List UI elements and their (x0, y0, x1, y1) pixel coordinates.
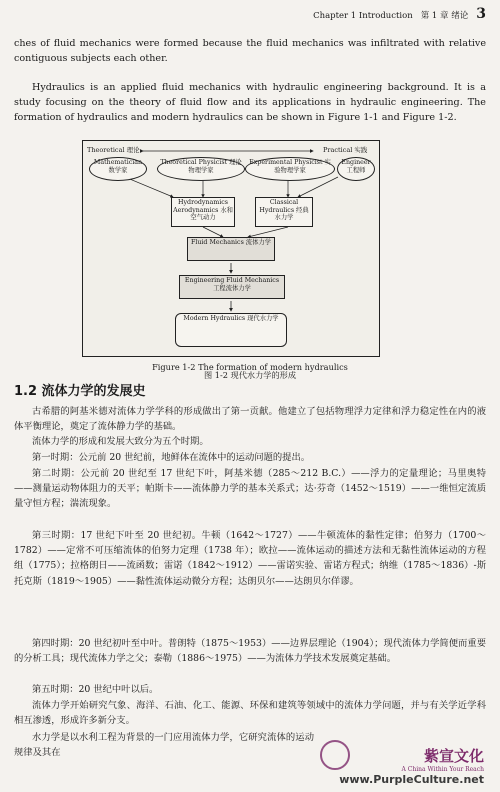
header-chapter: Chapter 1 Introduction (313, 11, 413, 21)
cn-para-8: 流体力学开始研究气象、海洋、石油、化工、能源、环保和建筑等领域中的流体力学问题，并与有关学近学科相互渗透，形成许多新分支。 (14, 700, 486, 727)
node-engineer: Engineer 工程师 (337, 157, 375, 181)
caption-cn: 图 1-2 现代水力学的形成 (203, 370, 297, 380)
section-title: 1.2 流体力学的发展史 (14, 384, 146, 399)
paragraph-1: ches of fluid mechanics were formed because the fluid mechanics was infiltrated with relative contiguous subjects each other. (14, 38, 486, 64)
watermark (339, 745, 484, 786)
node-modern-hydraulics: Modern Hydraulics 现代水力学 (175, 313, 287, 347)
node-mathematician: Mathematician 数学家 (89, 157, 147, 181)
node-engineering-fluid-mechanics: Engineering Fluid Mechanics 工程流体力学 (179, 275, 285, 299)
cn-para-5: 第三时期：17 世纪下叶至 20 世纪初。牛顿（1642～1727）——牛顿流体的黏性定律；伯努力（1700～1782）——定常不可压缩流体的伯努力定理（1738 年）；欧拉——流体运动的描述方法和无黏性流体运动的方程组（1775）；拉格朗日——流函数；雷诺（1842～1912）——雷诺实验、雷诺方程式；纳维（1785～1836）-斯托克斯（1819～1905）——黏性流体运动微分方程；达朗贝尔——达朗贝尔佯谬。 (14, 530, 486, 587)
cn-para-3: 第一时期：公元前 20 世纪前，地鲜体在流体中的运动问题的提出。 (32, 452, 311, 463)
cn-para-6: 第四时期：20 世纪初叶至中叶。普朗特（1875～1953）——边界层理论（1904）；现代流体力学简便而重要的分析工具；现代流体力学之父；泰勒（1886～1975）——为流体力学技术发展奠定基础。 (14, 638, 486, 665)
cn-para-4: 第二时期：公元前 20 世纪至 17 世纪下叶，阿基米德（285～212 B.C.）——浮力的定量理论；马里奥特——测量运动物体阻力的天平；帕斯卡——流体静力学的基本关系式；达·芬奇（1452～1519）——一维恒定流质量守恒方程；湍流现象。 (14, 468, 486, 510)
cn-para-2: 流体力学的形成和发展大致分为五个时期。 (32, 436, 209, 447)
node-classical-hydraulics: Classical Hydraulics 经典水力学 (255, 197, 313, 227)
arrow-math (125, 177, 173, 197)
watermark-url: www.PurpleCulture.net (339, 773, 484, 786)
watermark-title: 紫宣文化 (423, 747, 484, 765)
cn-para-7: 第五时期：20 世纪中叶以后。 (32, 684, 159, 695)
running-header (313, 6, 486, 22)
figure-1-2-diagram (82, 140, 380, 357)
node-theoretical-physicist: Theoretical Physicist 理论物理学家 (157, 157, 245, 181)
label-theoretical: Theoretical 理论 (87, 146, 140, 154)
cn-para-9: 水力学是以水利工程为背景的一门应用流体力学，它研究流体的运动规律及其在 (14, 732, 314, 759)
cn-para-1: 古希腊的阿基米德对流体力学学科的形成做出了第一贡献。他建立了包括物理浮力定律和浮力稳定性在内的液体平衡理论，奠定了流体静力学的基础。 (14, 406, 486, 433)
arrow-hydro (203, 227, 223, 237)
node-fluid-mechanics: Fluid Mechanics 流体力学 (187, 237, 275, 261)
paragraph-2: Hydraulics is an applied fluid mechanics with hydraulic engineering background. It is a study focusing on the theory of fluid flow and its applications in hydraulic engineering. The formation of hydraulics and modern hydraulics can be shown in Figure 1-1 and Figure 1-2. (14, 82, 486, 123)
header-chapter-cn: 第 1 章 绪论 (420, 11, 469, 21)
watermark-tagline: A China Within Your Reach (401, 766, 484, 773)
page-number: 3 (476, 6, 486, 22)
node-experimental-physicist: Experimental Physicist 实验物理学家 (245, 157, 335, 181)
caption-en: Figure 1-2 The formation of modern hydraulics (152, 362, 348, 372)
arrow-classical (248, 227, 288, 237)
node-hydrodynamics: Hydrodynamics Aerodynamics 水和空气动力 (171, 197, 235, 227)
label-practical: Practical 实践 (323, 146, 368, 154)
